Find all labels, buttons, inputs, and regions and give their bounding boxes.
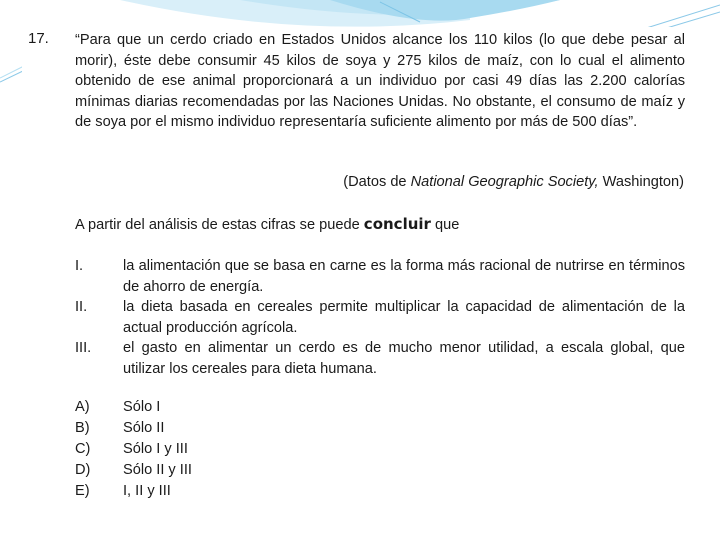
statement-number: III. <box>75 340 92 356</box>
option-letter: E) <box>75 483 90 499</box>
statement-2 <box>75 297 685 338</box>
source-citation <box>343 174 684 190</box>
option-a[interactable] <box>75 399 160 415</box>
option-text: Sólo I y III <box>123 441 188 457</box>
source-suffix: Washington) <box>598 174 684 190</box>
option-text: I, II y III <box>123 483 171 499</box>
question-number: 17. <box>28 30 49 47</box>
statement-text: la alimentación que se basa en carne es la forma más racional de nutrirse en términos de ahorro de energía. <box>123 258 685 295</box>
statement-text: el gasto en alimentar un cerdo es de mucho menor utilidad, a escala global, que utilizar los cereales para dieta humana. <box>123 340 685 377</box>
statement-1 <box>75 256 685 297</box>
statement-text: la dieta basada en cereales permite multiplicar la capacidad de alimentación de la actual producción agrícola. <box>123 299 685 336</box>
statement-number: I. <box>75 258 84 274</box>
option-b[interactable] <box>75 420 164 436</box>
option-text: Sólo II y III <box>123 462 192 478</box>
statement-3 <box>75 338 685 379</box>
option-letter: A) <box>75 399 90 415</box>
option-letter: C) <box>75 441 91 457</box>
source-italic: National Geographic Society, <box>410 174 599 190</box>
option-text: Sólo I <box>123 399 161 415</box>
statement-number: II. <box>75 299 88 315</box>
option-e[interactable] <box>75 483 171 499</box>
source-prefix: (Datos de <box>343 174 411 190</box>
option-text: Sólo II <box>123 420 165 436</box>
option-d[interactable] <box>75 462 192 478</box>
prompt-start: A partir del análisis de estas cifras se puede <box>75 217 364 233</box>
question-stem: “Para que un cerdo criado en Estados Unidos alcance los 110 kilos (lo que debe pesar al morir), éste debe consumir 45 kilos de soya y 275 kilos de maíz, con lo cual el alimento obtenido de ese animal proporcionará a un individuo por casi 49 días las 2.200 calorías mínimas diarias recomendadas por las Naciones Unidas. No obstante, el consumo de maíz y de soya por el mismo individuo representaría suficiente alimento por más de 500 días”. <box>75 32 685 131</box>
prompt-emphasis: concluir <box>363 215 431 233</box>
option-letter: D) <box>75 462 91 478</box>
option-letter: B) <box>75 420 90 436</box>
question-document <box>22 27 690 509</box>
prompt-end: que <box>430 217 460 233</box>
option-c[interactable] <box>75 441 188 457</box>
question-prompt <box>75 215 459 233</box>
